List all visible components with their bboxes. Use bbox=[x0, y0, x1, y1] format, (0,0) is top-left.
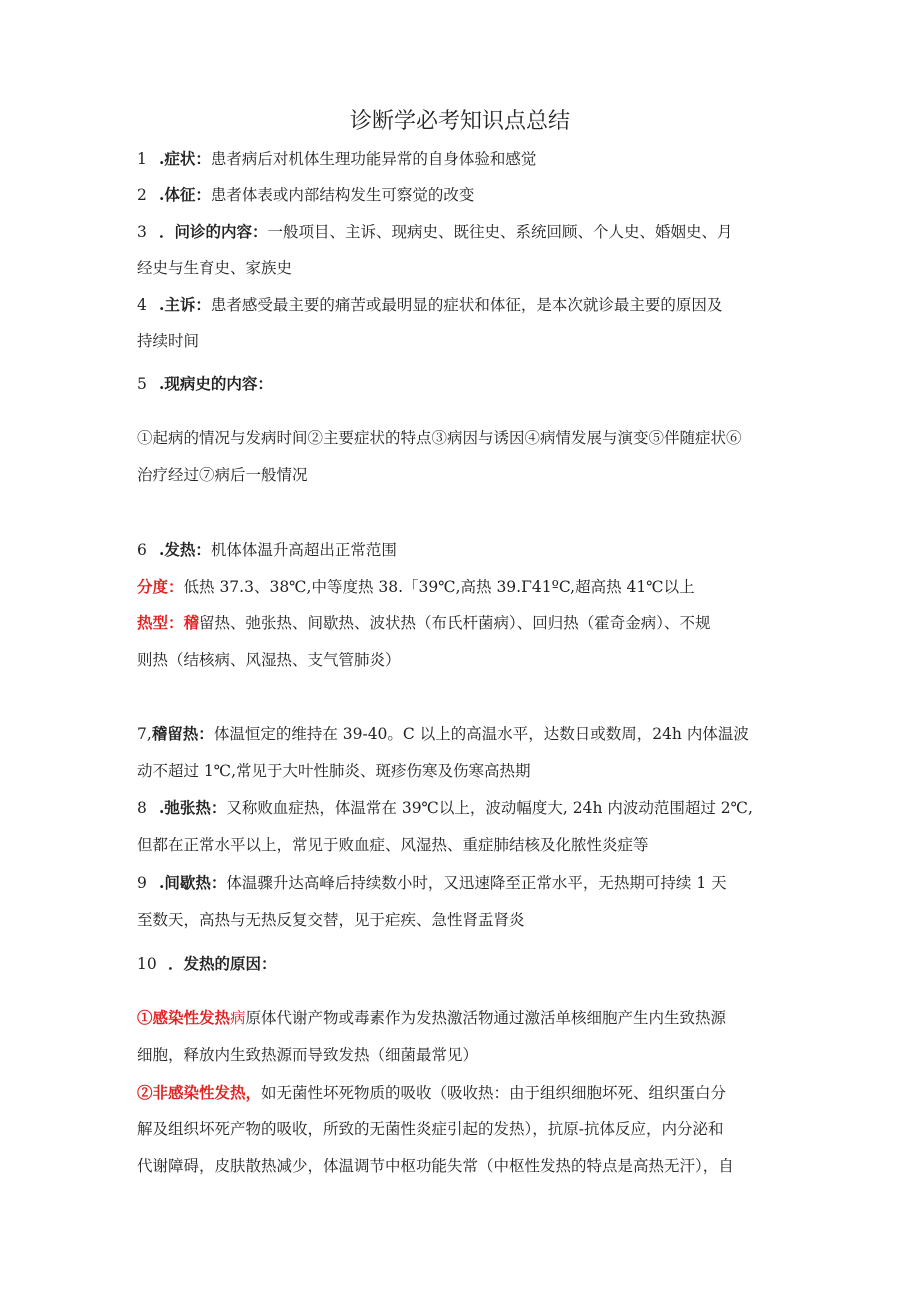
term-label: ．发热的原因： bbox=[168, 954, 277, 973]
item-sign bbox=[137, 185, 474, 205]
item-number: 7, bbox=[137, 725, 152, 743]
item-number: 3 bbox=[137, 223, 147, 241]
cause-continuation: 代谢障碍，皮肤散热减少，体温调节中枢功能失常（中枢性发热的特点是高热无汗），自 bbox=[137, 1157, 734, 1175]
cause-label: ②非感染性发热， bbox=[137, 1083, 262, 1102]
item-continuous-fever bbox=[137, 724, 749, 744]
cause-text: 如无菌性坏死物质的吸收（吸收热：由于组织细胞坏死、组织蛋白分 bbox=[261, 1084, 727, 1102]
definition-text: 体温骤升达高峰后持续数小时，又迅速降至正常水平，无热期可持续 1 天 bbox=[226, 874, 727, 892]
cause-noninfectious bbox=[137, 1083, 726, 1103]
item-fever-causes bbox=[137, 954, 277, 974]
definition-text: 患者病后对机体生理功能异常的自身体验和感觉 bbox=[210, 150, 537, 168]
term-label: ．问诊的内容： bbox=[159, 222, 268, 241]
grading-label: 分度： bbox=[137, 577, 184, 596]
cause-continuation: 细胞，释放内生致热源而导致发热（细菌最常见） bbox=[137, 1046, 479, 1064]
definition-text: 患者体表或内部结构发生可察觉的改变 bbox=[210, 186, 475, 204]
term-label: .主诉： bbox=[159, 295, 211, 314]
fever-types-label-char: 稽 bbox=[183, 613, 200, 632]
fever-types-text: 留热、弛张热、间歇热、波状热（布氏杆菌病）、回归热（霍奇金病）、不规 bbox=[199, 614, 711, 632]
item-remittent-fever bbox=[137, 798, 753, 818]
definition-text: ①起病的情况与发病时间②主要症状的特点③病因与诱因④病情发展与演变⑤伴随症状⑥ bbox=[137, 429, 742, 447]
fever-types-label: 热型： bbox=[137, 613, 184, 632]
item-intermittent-fever bbox=[137, 873, 727, 893]
item-inquiry-content bbox=[137, 222, 733, 242]
fever-grading bbox=[137, 577, 695, 597]
definition-continuation: 治疗经过⑦病后一般情况 bbox=[137, 466, 308, 484]
definition-text: 体温恒定的维持在 39-40。C 以上的高温水平，达数日或数周，24h 内体温波 bbox=[213, 725, 749, 743]
term-label: .现病史的内容： bbox=[159, 374, 273, 393]
grading-text: 低热 37.3、38℃,中等度热 38.「39℃,高热 39.Γ41ºC,超高热 41℃以上 bbox=[183, 578, 695, 596]
item-fever bbox=[137, 540, 397, 560]
definition-continuation: 至数天，高热与无热反复交替，见于疟疾、急性肾盂肾炎 bbox=[137, 911, 525, 929]
page-title: 诊断学必考知识点总结 bbox=[349, 109, 570, 134]
cause-label-plain: 病 bbox=[230, 1009, 246, 1027]
cause-infectious bbox=[137, 1008, 726, 1028]
definition-continuation: 动不超过 1℃,常见于大叶性肺炎、斑疹伤寒及伤寒高热期 bbox=[137, 762, 531, 780]
item-symptom bbox=[137, 149, 536, 169]
item-number: 4 bbox=[137, 296, 147, 314]
term-label: .弛张热： bbox=[159, 798, 227, 817]
definition-continuation: 经史与生育史、家族史 bbox=[137, 259, 293, 277]
item-number: 2 bbox=[137, 186, 147, 204]
fever-types bbox=[137, 613, 711, 633]
term-label: 稽留热： bbox=[151, 724, 214, 743]
item-number: 10 bbox=[137, 955, 157, 973]
item-number: 8 bbox=[137, 799, 147, 817]
definition-text: 机体体温升高超出正常范围 bbox=[210, 541, 397, 559]
definition-continuation: 持续时间 bbox=[137, 332, 200, 350]
item-chief-complaint bbox=[137, 295, 722, 315]
item-number: 6 bbox=[137, 541, 147, 559]
fever-types-continuation: 则热（结核病、风湿热、支气管肺炎） bbox=[137, 651, 401, 669]
item-number: 9 bbox=[137, 874, 147, 892]
item-number: 1 bbox=[137, 150, 147, 168]
cause-label: ①感染性发热 bbox=[137, 1008, 231, 1027]
definition-continuation: 但都在正常水平以上，常见于败血症、风湿热、重症肺结核及化脓性炎症等 bbox=[137, 836, 649, 854]
term-label: .体征： bbox=[159, 185, 211, 204]
definition-text: 一般项目、主诉、现病史、既往史、系统回顾、个人史、婚姻史、月 bbox=[267, 223, 733, 241]
cause-continuation: 解及组织坏死产物的吸收，所致的无菌性炎症引起的发热），抗原-抗体反应，内分泌和 bbox=[137, 1120, 724, 1138]
definition-text: 又称败血症热，体温常在 39℃以上，波动幅度大, 24h 内波动范围超过 2℃, bbox=[226, 799, 753, 817]
item-number: 5 bbox=[137, 375, 147, 393]
definition-text: 患者感受最主要的痛苦或最明显的症状和体征，是本次就诊最主要的原因及 bbox=[210, 296, 723, 314]
term-label: .间歇热： bbox=[159, 873, 227, 892]
item-present-illness bbox=[137, 374, 273, 394]
term-label: .发热： bbox=[159, 540, 211, 559]
term-label: .症状： bbox=[159, 149, 211, 168]
cause-text: 原体代谢产物或毒素作为发热激活物通过激活单核细胞产生内生致热源 bbox=[245, 1009, 727, 1027]
